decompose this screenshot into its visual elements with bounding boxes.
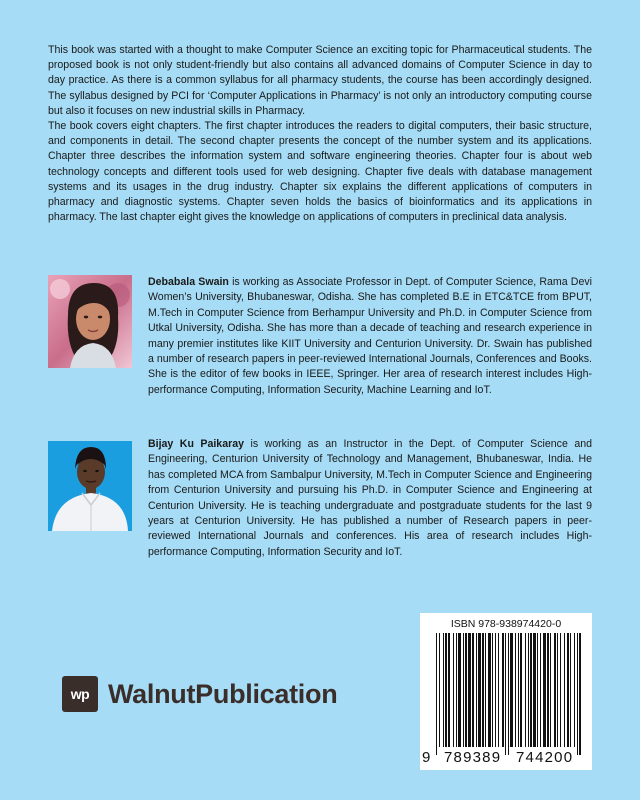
barcode-bar bbox=[436, 633, 437, 755]
publisher-logo bbox=[62, 676, 337, 712]
barcode-bar bbox=[478, 633, 481, 747]
barcode-bar bbox=[439, 633, 440, 747]
barcode-bar bbox=[443, 633, 444, 747]
author-photo-1 bbox=[48, 275, 132, 368]
barcode-bar bbox=[463, 633, 464, 747]
barcode-bar bbox=[557, 633, 558, 747]
barcode-bar bbox=[525, 633, 526, 747]
barcode-bar bbox=[505, 633, 506, 755]
barcode-bar bbox=[456, 633, 457, 747]
author-photo-2 bbox=[48, 441, 132, 531]
author-bio-text-2: is working as an Instructor in the Dept. of Computer Science and Engineering, Centurion University of Technology and Management, Bhubaneswar, India. He has completed MCA from Sambalpur University, M.Tech in Computer Science and Engineering from Centurion University and pursuing his Ph.D. in Computer Science and Engineering at Centurion University. He is teaching undergraduate and postgraduate students for the last 9 years at Centurion University. He has published a number of Research papers in peer-reviewed International Journals and conferences. His area of research includes High-performance Computing, Information Security and IoT. bbox=[148, 438, 593, 558]
barcode-bar bbox=[458, 633, 461, 747]
barcode-bar bbox=[498, 633, 499, 747]
barcode-bars bbox=[420, 613, 592, 770]
barcode-digit-group-2: 744200 bbox=[516, 749, 574, 766]
barcode-bar bbox=[476, 633, 477, 747]
barcode-bar bbox=[448, 633, 450, 747]
barcode-bar bbox=[564, 633, 565, 747]
barcode-bar bbox=[530, 633, 532, 747]
barcode-bar bbox=[515, 633, 516, 747]
isbn-label: ISBN 978-938974420-0 bbox=[450, 618, 562, 630]
barcode-bar bbox=[579, 633, 581, 755]
barcode-bar bbox=[570, 633, 571, 747]
author-bio-text-1: is working as Associate Professor in Dept. of Computer Science, Rama Devi Women’s University, Bhubaneswar, Odisha. She has completed B.E in ETC&TCE from BPUT, M.Tech in Computer Science from Berhampur University and Ph.D. in Computer Science from Utkal University, Odisha. She has more than a decade of teaching and research experience in many premier institutes like KIIT University and Centurion University. Dr. Swain has published a number of research papers in peer-reviewed International Journals, Conferences and Books. She is the editor of few books in IEEE, Springer. Her area of research interest includes High-performance Computing, Information Security, Machine Learning and IoT. bbox=[148, 276, 592, 396]
barcode-bar bbox=[518, 633, 519, 747]
barcode-bar bbox=[485, 633, 486, 747]
barcode-bar bbox=[567, 633, 569, 747]
blurb-paragraph-1: This book was started with a thought to make Computer Science an exciting topic for Pharmaceutical students. The proposed book is not only student-friendly but also contains all advanced domains of Computer Science in day to day practice. As there is a common syllabus for all pharmacy students, the course has been accordingly designed. The syllabus designed by PCI for ‘Computer Applications in Pharmacy’ is not only an introductory computing course but also it focuses on new industrial skills in Pharmacy. bbox=[48, 44, 592, 117]
barcode-bar bbox=[495, 633, 496, 747]
barcode-bar bbox=[445, 633, 447, 747]
barcode-bar bbox=[492, 633, 493, 747]
publisher-name: WalnutPublication bbox=[108, 678, 338, 709]
barcode-bar bbox=[488, 633, 491, 747]
barcode-bar bbox=[465, 633, 467, 747]
barcode-bar bbox=[453, 633, 454, 747]
barcode-bar bbox=[554, 633, 556, 747]
author-bio-1 bbox=[148, 275, 592, 398]
barcode-bar bbox=[528, 633, 529, 747]
barcode-bar bbox=[574, 633, 575, 747]
isbn-barcode bbox=[420, 613, 592, 770]
barcode-digit-lead: 9 bbox=[422, 749, 431, 766]
back-cover-blurb bbox=[48, 43, 592, 225]
barcode-bar bbox=[550, 633, 551, 747]
barcode-digit-group-1: 789389 bbox=[444, 749, 502, 766]
barcode-bar bbox=[510, 633, 513, 747]
barcode-bar bbox=[540, 633, 541, 747]
barcode-bar bbox=[482, 633, 484, 747]
barcode-bar bbox=[533, 633, 536, 747]
publisher-logo-mark: wp bbox=[62, 676, 98, 712]
barcode-bar bbox=[520, 633, 522, 747]
barcode-bar bbox=[560, 633, 561, 747]
barcode-bar bbox=[472, 633, 474, 747]
author-name-2: Bijay Ku Paikaray bbox=[148, 438, 244, 450]
barcode-bar bbox=[537, 633, 538, 747]
blurb-paragraph-2: The book covers eight chapters. The first chapter introduces the readers to digital computers, their basic structure, and components in detail. The second chapter presents the concept of the number system and its applications. Chapter three describes the information system and software engineering theories. Chapter four is about web technology concepts and different tools used for web designing. Chapter five deals with database management systems and its usages in the drug industry. Chapter six explains the different applications of computers in pharmacy and diagnostic systems. Chapter seven holds the basics of bioinformatics and its applications in pharmacy. The last chapter eight gives the knowledge on applications of computers in preclinical data analysis. bbox=[48, 120, 592, 224]
barcode-bar bbox=[543, 633, 546, 747]
barcode-bar bbox=[577, 633, 578, 755]
author-bio-2 bbox=[148, 437, 592, 560]
barcode-bar bbox=[547, 633, 549, 747]
author-name-1: Debabala Swain bbox=[148, 276, 229, 288]
barcode-bar bbox=[508, 633, 509, 755]
barcode-bar bbox=[502, 633, 504, 747]
barcode-bar bbox=[468, 633, 471, 747]
